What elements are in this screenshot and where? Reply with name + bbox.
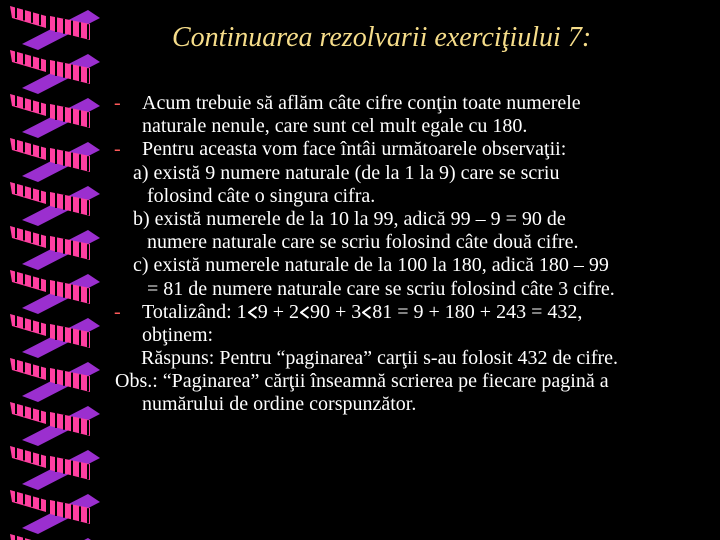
total-text-start: Totalizând: 1 xyxy=(142,300,247,323)
list-item xyxy=(112,138,717,161)
item-text: Pentru aceasta vom face întâi următoarele observaţii: xyxy=(142,138,567,161)
total-text: 90 + 3 xyxy=(309,300,362,323)
multiplication-sign-icon xyxy=(362,306,371,319)
item-text: folosind câte o singura cifra. xyxy=(147,184,376,207)
multiplication-sign-icon xyxy=(248,306,257,319)
answer-line xyxy=(112,347,717,370)
multiplication-sign-icon xyxy=(300,306,309,319)
observation-a-continued xyxy=(112,185,717,208)
slide-content xyxy=(112,92,717,417)
observation-b-continued xyxy=(112,231,717,254)
item-text: Acum trebuie să aflăm câte cifre conţin toate numerele xyxy=(142,92,581,114)
observation-c xyxy=(112,254,717,277)
item-text: naturale nenule, care sunt cel mult egale cu 180. xyxy=(142,115,528,138)
answer-text: Răspuns: Pentru “paginarea” carţii s-au folosit 432 de cifre. xyxy=(141,347,619,370)
bullet-dash: - xyxy=(114,300,121,323)
spiral-ribbon-icon xyxy=(0,0,120,540)
list-item xyxy=(112,92,717,115)
total-text: 9 + 2 xyxy=(257,300,299,323)
item-text: c) există numerele naturale de la 100 la 180, adică 180 – 99 xyxy=(133,254,609,277)
observation-note-continued xyxy=(112,393,717,416)
bullet-dash: - xyxy=(114,92,121,114)
note-text: numărului de ordine corspunzător. xyxy=(142,393,417,416)
observation-a xyxy=(112,162,717,185)
item-text: a) există 9 numere naturale (de la 1 la 9) care se scriu xyxy=(133,161,560,184)
note-text: Obs.: “Paginarea” cărţii înseamnă scrierea pe fiecare pagină a xyxy=(115,370,609,393)
item-text: = 81 de numere naturale care se scriu folosind câte 3 cifre. xyxy=(147,277,615,300)
list-item-continued xyxy=(112,115,717,138)
item-text: numere naturale care se scriu folosind câte două cifre. xyxy=(147,231,579,254)
observation-note xyxy=(112,370,717,393)
list-item-total xyxy=(112,301,717,324)
total-part xyxy=(142,301,582,323)
list-item-total-continued xyxy=(112,324,717,347)
observation-c-continued xyxy=(112,278,717,301)
slide-title: Continuarea rezolvarii exerciţiului 7: xyxy=(172,22,592,53)
item-text: obţinem: xyxy=(142,323,214,346)
observation-b xyxy=(112,208,717,231)
item-text: b) există numerele de la 10 la 99, adică 99 – 9 = 90 de xyxy=(133,207,566,230)
total-text-end: 81 = 9 + 180 + 243 = 432, xyxy=(372,300,583,323)
bullet-dash: - xyxy=(114,138,121,161)
